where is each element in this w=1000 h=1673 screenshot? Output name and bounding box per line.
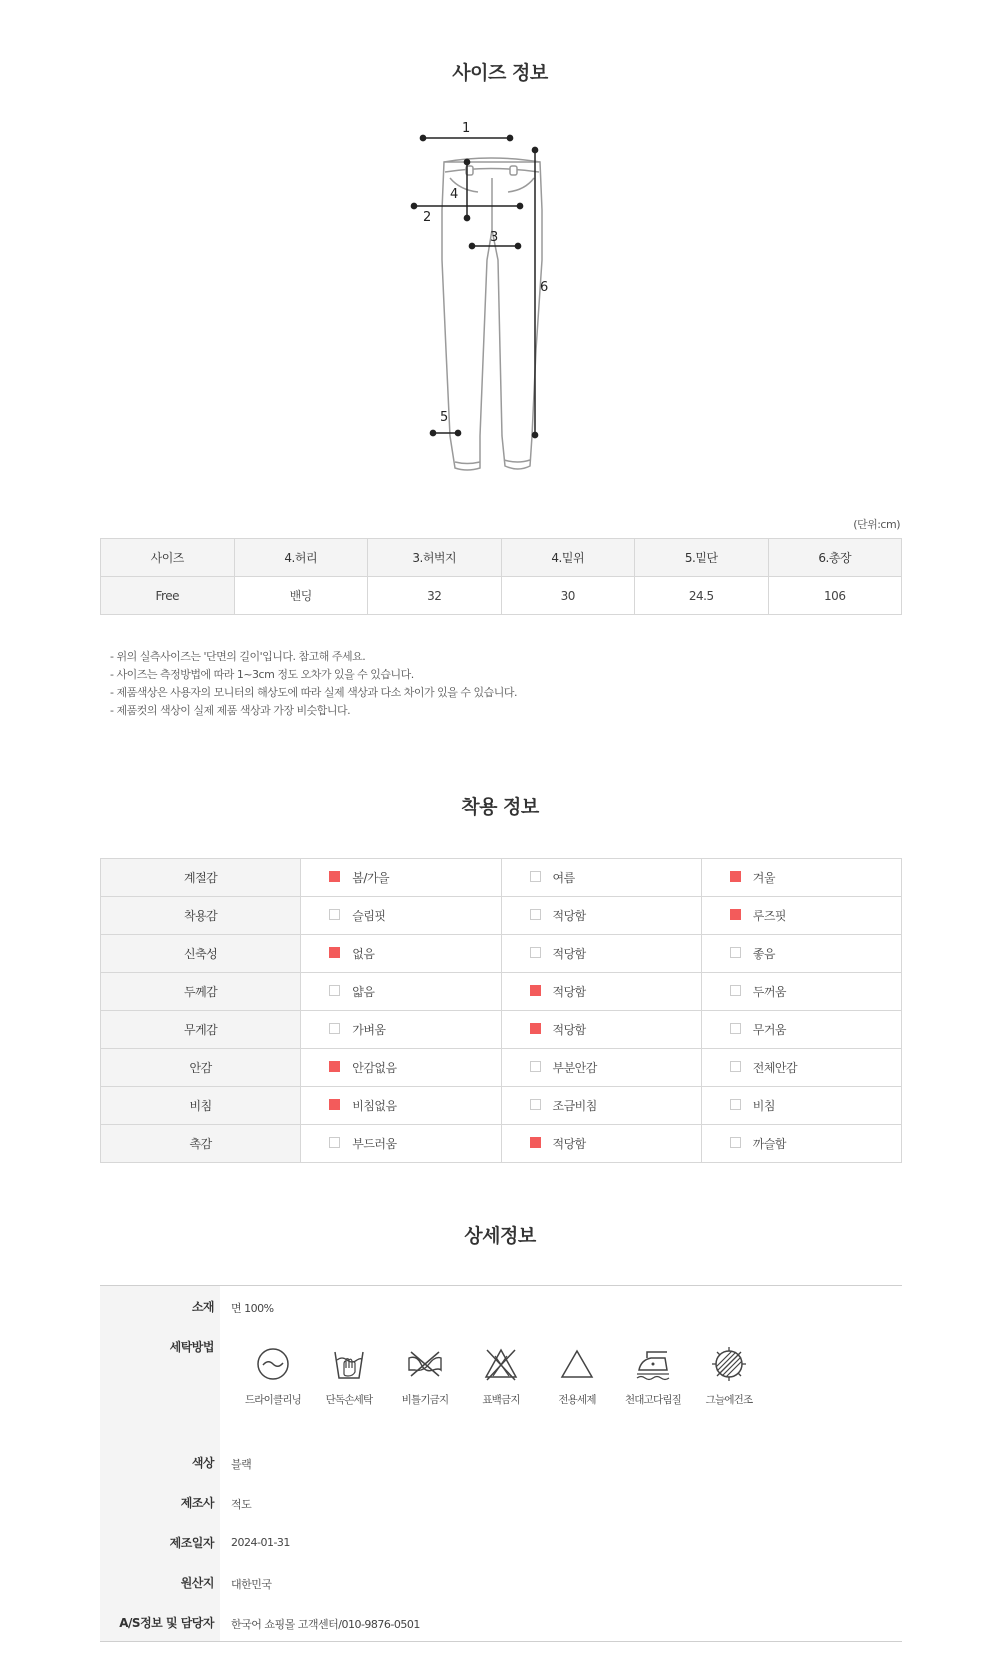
fit-option	[701, 1087, 901, 1125]
fit-row	[101, 859, 902, 897]
mild-detergent-icon	[559, 1346, 595, 1382]
unchecked-box-icon	[329, 985, 340, 996]
fit-row	[101, 1011, 902, 1049]
care-label: 표백금지	[482, 1394, 520, 1406]
care-item	[464, 1346, 538, 1407]
fit-option-label: 비침	[752, 1099, 775, 1113]
fit-option-label: 두꺼움	[752, 985, 787, 999]
size-note: - 위의 실측사이즈는 '단면의 길이'입니다. 참고해 주세요.	[110, 650, 366, 663]
fit-attribute-label: 촉감	[101, 1125, 301, 1163]
shade-dry-icon	[711, 1346, 747, 1382]
care-label: 전용세제	[558, 1394, 596, 1406]
fit-option-label: 루즈핏	[752, 909, 787, 923]
fit-row	[101, 1125, 902, 1163]
fit-row	[101, 1087, 902, 1125]
as-value: 한국어 쇼핑몰 고객센터/010-9876-0501	[231, 1618, 420, 1631]
care-item	[616, 1346, 690, 1407]
fit-option-label: 부분안감	[552, 1061, 597, 1075]
iron-low-icon	[633, 1346, 673, 1382]
pants-size-diagram	[423, 120, 600, 480]
fit-section-title: 착용 정보	[461, 796, 539, 818]
fit-row	[101, 1049, 902, 1087]
fit-option	[701, 973, 901, 1011]
size-table	[100, 538, 902, 615]
fit-option	[501, 1049, 701, 1087]
fit-option	[501, 1087, 701, 1125]
material-label: 소재	[191, 1300, 214, 1314]
fit-option	[301, 1125, 501, 1163]
fit-option-label: 얇음	[352, 985, 375, 999]
unchecked-box-icon	[530, 909, 541, 920]
fit-option	[701, 1049, 901, 1087]
fit-option	[301, 935, 501, 973]
checked-box-icon	[730, 909, 741, 920]
fit-attribute-label: 안감	[101, 1049, 301, 1087]
color-value: 블랙	[231, 1458, 252, 1471]
fit-option-label: 여름	[552, 871, 575, 885]
care-item	[236, 1346, 310, 1407]
fit-option-label: 무거움	[752, 1023, 787, 1037]
unchecked-box-icon	[329, 909, 340, 920]
fit-option	[701, 1125, 901, 1163]
unchecked-box-icon	[730, 1023, 741, 1034]
maker-value: 적도	[231, 1498, 252, 1511]
checked-box-icon	[530, 1023, 541, 1034]
care-label: 천대고다림질	[624, 1394, 682, 1406]
fit-option	[301, 897, 501, 935]
fit-attribute-label: 두께감	[101, 973, 301, 1011]
no-bleach-icon	[483, 1346, 519, 1382]
unchecked-box-icon	[730, 947, 741, 958]
fit-option-label: 없음	[352, 947, 375, 961]
size-notes	[110, 648, 517, 720]
size-header-cell: 4.허리	[234, 539, 368, 577]
fit-option-label: 조금비침	[552, 1099, 597, 1113]
fit-option	[701, 859, 901, 897]
size-note: - 제품컷의 색상이 실제 제품 색상과 가장 비슷합니다.	[110, 704, 351, 717]
measure-label-4: 4	[450, 187, 459, 202]
size-value-cell: 24.5	[635, 577, 769, 615]
fit-option	[701, 897, 901, 935]
size-value-cell: 30	[501, 577, 635, 615]
checked-box-icon	[730, 871, 741, 882]
checked-box-icon	[329, 1061, 340, 1072]
measure-label-1: 1	[462, 121, 471, 136]
fit-option-label: 적당함	[552, 1137, 586, 1151]
care-label: 비틀기금지	[401, 1394, 449, 1406]
fit-attribute-label: 신축성	[101, 935, 301, 973]
date-value: 2024-01-31	[231, 1536, 290, 1549]
size-header-cell: 사이즈	[101, 539, 235, 577]
fit-option-label: 안감없음	[352, 1061, 397, 1075]
fit-option-label: 부드러움	[352, 1137, 397, 1151]
fit-option	[501, 897, 701, 935]
care-label: 드라이클리닝	[244, 1394, 302, 1406]
measure-label-6: 6	[540, 280, 549, 295]
size-header-cell: 6.총장	[768, 539, 902, 577]
fit-option	[301, 859, 501, 897]
size-header-cell: 5.밑단	[635, 539, 769, 577]
unchecked-box-icon	[530, 1061, 541, 1072]
color-label: 색상	[191, 1456, 214, 1470]
size-table-row	[101, 577, 902, 615]
care-item	[692, 1346, 766, 1407]
checked-box-icon	[530, 985, 541, 996]
fit-option	[701, 935, 901, 973]
unchecked-box-icon	[329, 1137, 340, 1148]
fit-option	[501, 973, 701, 1011]
fit-option	[301, 1011, 501, 1049]
fit-option-label: 비침없음	[352, 1099, 397, 1113]
origin-value: 대한민국	[231, 1578, 272, 1591]
size-value-cell: 밴딩	[234, 577, 368, 615]
fit-option-label: 적당함	[552, 985, 586, 999]
unchecked-box-icon	[730, 1137, 741, 1148]
fit-row	[101, 973, 902, 1011]
fit-attribute-label: 계절감	[101, 859, 301, 897]
fit-option-label: 적당함	[552, 947, 586, 961]
unchecked-box-icon	[730, 1099, 741, 1110]
fit-option	[301, 1049, 501, 1087]
checked-box-icon	[329, 1099, 340, 1110]
fit-option-label: 적당함	[552, 1023, 586, 1037]
fit-option-label: 가벼움	[352, 1023, 386, 1037]
unchecked-box-icon	[530, 947, 541, 958]
size-header-cell: 3.허벅지	[368, 539, 502, 577]
fit-option-label: 전체안감	[752, 1061, 798, 1075]
checked-box-icon	[530, 1137, 541, 1148]
measure-label-3: 3	[490, 230, 499, 245]
fit-option-label: 슬림핏	[352, 909, 386, 923]
fit-option	[501, 935, 701, 973]
checked-box-icon	[329, 871, 340, 882]
size-value-cell: 106	[768, 577, 902, 615]
unchecked-box-icon	[730, 1061, 741, 1072]
no-wring-icon	[405, 1346, 445, 1382]
fit-row	[101, 935, 902, 973]
fit-attribute-label: 착용감	[101, 897, 301, 935]
fit-option	[301, 1087, 501, 1125]
measure-label-2: 2	[423, 210, 432, 225]
fit-option	[701, 1011, 901, 1049]
material-value: 면 100%	[231, 1302, 274, 1315]
care-item	[388, 1346, 462, 1407]
checked-box-icon	[329, 947, 340, 958]
size-value-cell: 32	[368, 577, 502, 615]
size-table-header-row	[101, 539, 902, 577]
measure-label-5: 5	[440, 410, 449, 425]
fit-table	[100, 858, 902, 1163]
unit-label: (단위:cm)	[853, 518, 900, 531]
size-note: - 사이즈는 측정방법에 따라 1~3cm 정도 오차가 있을 수 있습니다.	[110, 668, 414, 681]
detail-info-table	[100, 1285, 902, 1642]
date-label: 제조일자	[169, 1536, 214, 1550]
unchecked-box-icon	[530, 1099, 541, 1110]
fit-attribute-label: 무게감	[101, 1011, 301, 1049]
care-item	[312, 1346, 386, 1407]
size-name-cell: Free	[101, 577, 235, 615]
fit-option-label: 적당함	[552, 909, 586, 923]
fit-option-label: 봄/가을	[352, 871, 390, 885]
detail-section-title: 상세정보	[464, 1225, 536, 1247]
fit-option	[501, 859, 701, 897]
fit-option-label: 겨울	[752, 871, 775, 885]
unchecked-box-icon	[530, 871, 541, 882]
size-header-cell: 4.밑위	[501, 539, 635, 577]
dry-clean-icon	[255, 1346, 291, 1382]
fit-row	[101, 897, 902, 935]
care-label: 그늘에건조	[705, 1394, 753, 1406]
fit-option-label: 까슬함	[752, 1137, 787, 1151]
wash-label: 세탁방법	[169, 1340, 214, 1354]
hand-wash-icon	[331, 1346, 367, 1382]
size-note: - 제품색상은 사용자의 모니터의 해상도에 따라 실제 색상과 다소 차이가 있을 수 있습니다.	[110, 686, 517, 699]
fit-option	[501, 1011, 701, 1049]
unchecked-box-icon	[329, 1023, 340, 1034]
fit-option	[501, 1125, 701, 1163]
fit-option	[301, 973, 501, 1011]
as-label: A/S정보 및 담당자	[119, 1616, 214, 1630]
fit-option-label: 좋음	[752, 947, 775, 961]
care-label: 단독손세탁	[325, 1394, 373, 1406]
fit-attribute-label: 비침	[101, 1087, 301, 1125]
origin-label: 원산지	[180, 1576, 214, 1590]
care-item	[540, 1346, 614, 1407]
maker-label: 제조사	[180, 1496, 214, 1510]
size-section-title: 사이즈 정보	[452, 62, 548, 84]
unchecked-box-icon	[730, 985, 741, 996]
